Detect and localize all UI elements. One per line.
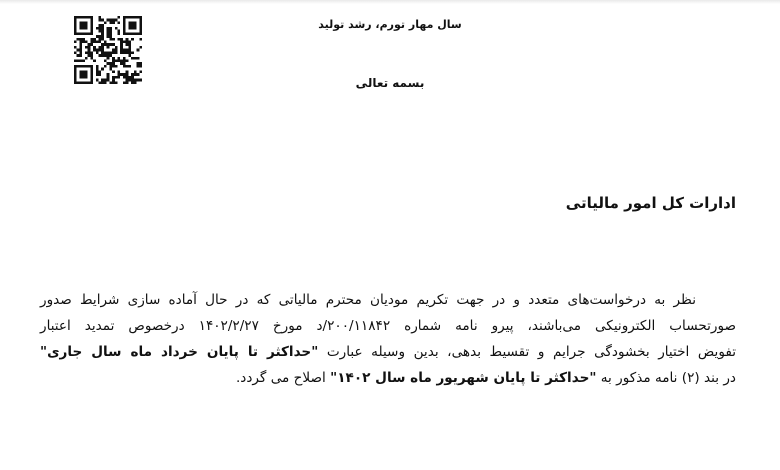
invocation-heading: بسمه تعالی: [355, 76, 425, 90]
body-line-3: [40, 339, 736, 365]
body-line-4-text: در بند (۲) نامه مذکور به: [596, 370, 736, 386]
addressee-heading: ادارات کل امور مالیاتی: [565, 194, 736, 212]
letter-body: [40, 287, 736, 391]
year-slogan: سال مهار تورم، رشد تولید: [318, 18, 462, 31]
body-line-2: صورتحساب الکترونیکی می‌باشند، پیرو نامه شماره ۲۰۰/۱۱۸۴۲/د مورخ ۱۴۰۲/۲/۲۷ درخصوص تمدید اعتبار: [40, 318, 737, 334]
top-edge: [0, 0, 780, 4]
body-line-3-text: تفویض اختیار بخشودگی جرایم و تقسیط بدهی، بدین وسیله عبارت: [318, 344, 736, 360]
qr-code-icon: [74, 16, 142, 84]
body-line-4: [40, 365, 736, 391]
body-line-4-end: اصلاح می گردد.: [235, 370, 331, 386]
quoted-old-deadline: "حداکثر تا پایان خرداد ماه سال جاری": [40, 344, 319, 360]
quoted-new-deadline: "حداکثر تا پایان شهریور ماه سال ۱۴۰۲": [330, 370, 597, 386]
body-line-1: نظر به درخواست‌های متعدد و در جهت تکریم مودیان محترم مالیاتی که در حال آماده سازی شرایط صدور: [40, 292, 696, 308]
